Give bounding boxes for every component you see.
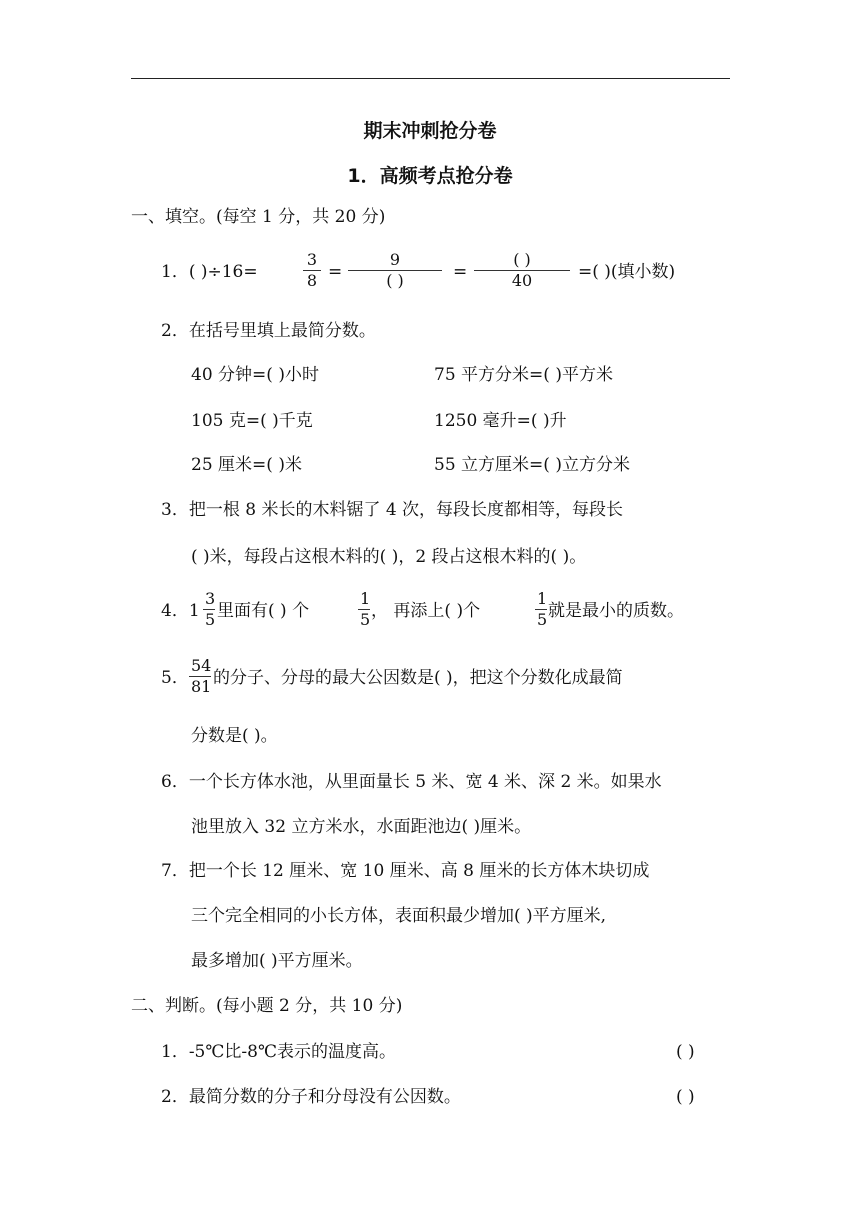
q5-fraction: [189, 656, 211, 697]
q2-item: 1250 毫升=( )升: [434, 411, 567, 431]
q2-item: 75 平方分米=( )平方米: [434, 365, 613, 385]
q1-fraction-3: [474, 250, 570, 291]
q1-fraction-1: [303, 250, 321, 291]
judge-item-2-text: 2．最简分数的分子和分母没有公因数。: [161, 1087, 461, 1107]
q2-item: 25 厘米=( )米: [191, 455, 302, 475]
q4-fracb-den: 5: [360, 610, 371, 629]
q4-fraca-den: 5: [205, 610, 216, 629]
judge-item-1-text: 1．-5℃比-8℃表示的温度高。: [161, 1042, 396, 1062]
q5-line-2: 分数是( )。: [191, 726, 278, 746]
q1-frac1-num: 3: [303, 250, 321, 271]
q1-frac1-den: 8: [306, 271, 318, 290]
q4-fraction-c: [535, 589, 547, 630]
q5-frac-num: 54: [191, 656, 212, 675]
q4-fracc-num: 1: [537, 589, 548, 608]
q4-text-1: 里面有( ) 个: [217, 601, 310, 621]
q1-equals-1: =: [328, 262, 343, 282]
judge-item-2-answer: ( ): [676, 1087, 695, 1107]
q2-item: 105 克=( )千克: [191, 411, 313, 431]
q4-text-3: 就是最小的质数。: [548, 601, 684, 621]
q4-fraca-num: 3: [205, 589, 216, 608]
page-title: 期末冲刺抢分卷: [363, 120, 497, 142]
judge-item-1-answer: ( ): [676, 1042, 695, 1062]
q2-item: 40 分钟=( )小时: [191, 365, 319, 385]
question-6-line-1: 6．一个长方体水池，从里面量长 5 米、宽 4 米、深 2 米。如果水: [161, 772, 662, 792]
header-rule: [131, 78, 730, 79]
q1-suffix: =( )(填小数): [578, 262, 676, 282]
q4-fraction-a: [203, 589, 215, 630]
q4-fraction-b: [358, 589, 370, 630]
question-2-stem: 2．在括号里填上最简分数。: [161, 321, 376, 341]
question-7-line-2: 三个完全相同的小长方体，表面积最少增加( )平方厘米,: [191, 906, 607, 926]
q4-fracc-den: 5: [537, 610, 548, 629]
q1-equals-2: =: [453, 262, 468, 282]
q1-prefix: 1．( )÷16=: [161, 262, 258, 282]
q4-label: 4．1: [161, 601, 200, 621]
question-3-line-2: ( )米，每段占这根木料的( )，2 段占这根木料的( )。: [191, 547, 587, 567]
q5-frac-den: 81: [191, 677, 212, 696]
question-7-line-3: 最多增加( )平方厘米。: [191, 951, 363, 971]
q1-frac3-num: ( ): [474, 250, 570, 271]
q4-text-2: ， 再添上( )个: [371, 601, 481, 621]
section2-heading: 二、判断。(每小题 2 分，共 10 分): [131, 996, 403, 1016]
question-3-line-1: 3．把一根 8 米长的木料锯了 4 次，每段长度都相等，每段长: [161, 500, 624, 520]
q1-frac3-den: 40: [511, 271, 533, 290]
q5-line-1: 的分子、分母的最大公因数是( )，把这个分数化成最简: [213, 668, 623, 688]
q1-frac2-den: ( ): [386, 271, 404, 290]
q4-fracb-num: 1: [360, 589, 371, 608]
question-6-line-2: 池里放入 32 立方米水，水面距池边( )厘米。: [191, 817, 532, 837]
section1-heading: 一、填空。(每空 1 分，共 20 分): [131, 207, 386, 227]
page-subtitle: 1．高频考点抢分卷: [347, 165, 513, 187]
question-7-line-1: 7．把一个长 12 厘米、宽 10 厘米、高 8 厘米的长方体木块切成: [161, 861, 650, 881]
q1-fraction-2: [348, 250, 442, 291]
q5-label: 5．: [161, 668, 189, 688]
q2-item: 55 立方厘米=( )立方分米: [434, 455, 630, 475]
q1-frac2-num: 9: [348, 250, 442, 271]
